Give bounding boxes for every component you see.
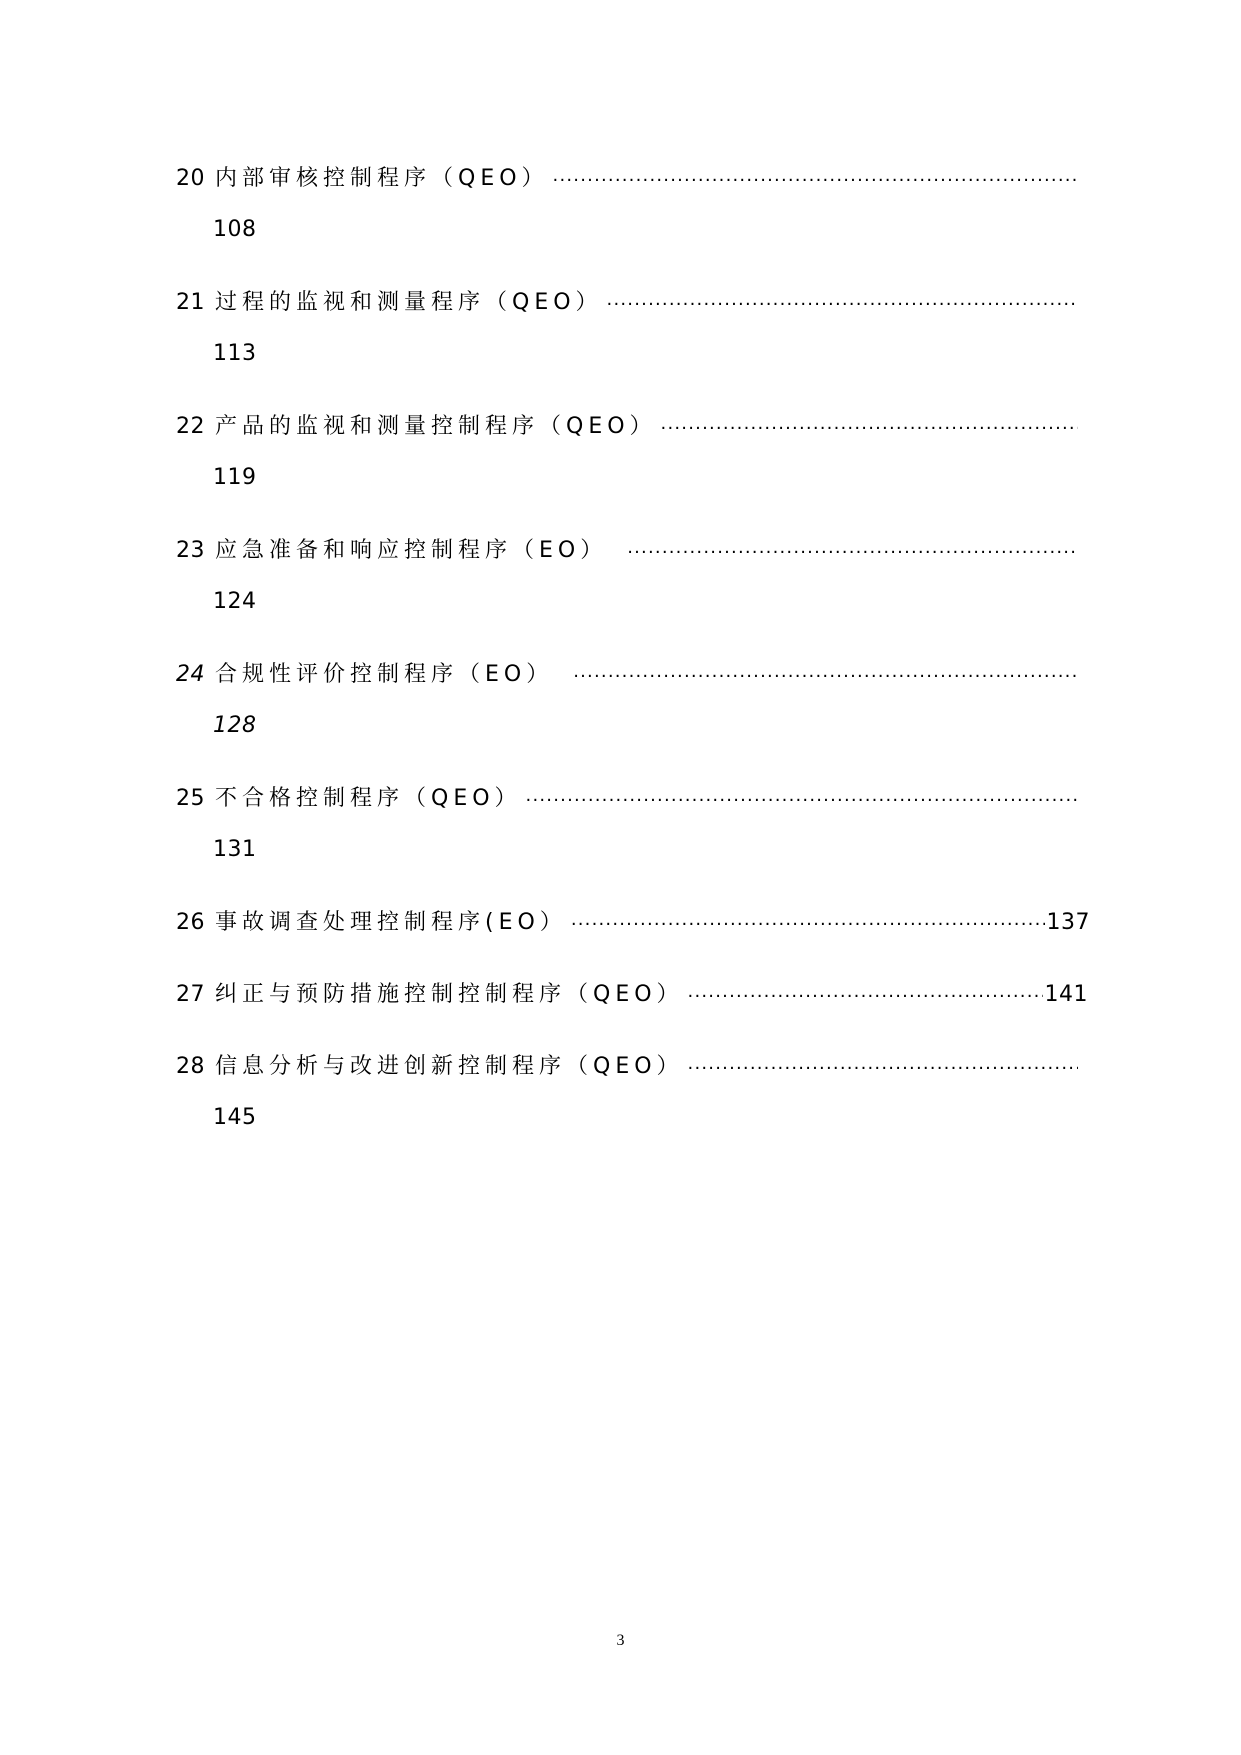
toc-dot-leader	[627, 539, 1078, 567]
page-number: 3	[616, 1632, 625, 1649]
toc-entry-number: 22	[176, 414, 205, 439]
toc-dot-leader	[688, 1055, 1078, 1083]
toc-entry-number: 20	[176, 166, 205, 191]
toc-entry-page: 113	[213, 341, 257, 366]
toc-entry-title: 应急准备和响应控制程序（EO）	[215, 538, 608, 563]
toc-dot-leader	[553, 167, 1078, 195]
toc-entry-title: 合规性评价控制程序（EO）	[215, 662, 554, 687]
toc-entry[interactable]	[176, 1051, 1080, 1083]
toc-entry[interactable]	[176, 907, 1090, 939]
toc-entry-title: 信息分析与改进创新控制程序（QEO）	[215, 1054, 684, 1079]
toc-entry-number: 23	[176, 538, 205, 563]
toc-dot-leader	[661, 415, 1078, 443]
toc-entry[interactable]	[176, 163, 1080, 195]
toc-entry-title: 产品的监视和测量控制程序（QEO）	[215, 414, 657, 439]
toc-entry-page: 119	[213, 465, 257, 490]
toc-entry[interactable]	[176, 287, 1080, 319]
toc-entry-number: 25	[176, 786, 205, 811]
toc-dot-leader	[571, 911, 1045, 939]
toc-entry-page: 128	[213, 713, 257, 738]
toc-entry-title: 过程的监视和测量程序（QEO）	[215, 290, 603, 315]
toc-entry-number: 21	[176, 290, 205, 315]
toc-dot-leader	[526, 787, 1078, 815]
toc-entry-number: 26	[176, 910, 205, 935]
toc-entry-number: 24	[176, 662, 205, 687]
toc-entry-page: 141	[1044, 982, 1088, 1007]
toc-entry[interactable]	[176, 411, 1080, 443]
toc-dot-leader	[688, 983, 1043, 1011]
toc-entry[interactable]	[176, 783, 1080, 815]
toc-entry[interactable]	[176, 659, 1080, 691]
toc-entry[interactable]	[176, 979, 1088, 1011]
toc-entry-page: 124	[213, 589, 257, 614]
toc-entry-title: 内部审核控制程序（QEO）	[215, 166, 549, 191]
toc-entry-number: 27	[176, 982, 205, 1007]
toc-entry-page: 145	[213, 1105, 257, 1130]
toc-dot-leader	[607, 291, 1078, 319]
toc-entry-number: 28	[176, 1054, 205, 1079]
toc-entry-title: 不合格控制程序（QEO）	[215, 786, 522, 811]
toc-entry-title: 纠正与预防措施控制控制程序（QEO）	[215, 982, 684, 1007]
toc-entry-page: 108	[213, 217, 257, 242]
toc-entry-page: 131	[213, 837, 257, 862]
toc-entry-title: 事故调查处理控制程序(EO）	[215, 910, 567, 935]
toc-entry-page: 137	[1046, 910, 1090, 935]
toc-entry[interactable]	[176, 535, 1080, 567]
toc-dot-leader	[573, 663, 1078, 691]
